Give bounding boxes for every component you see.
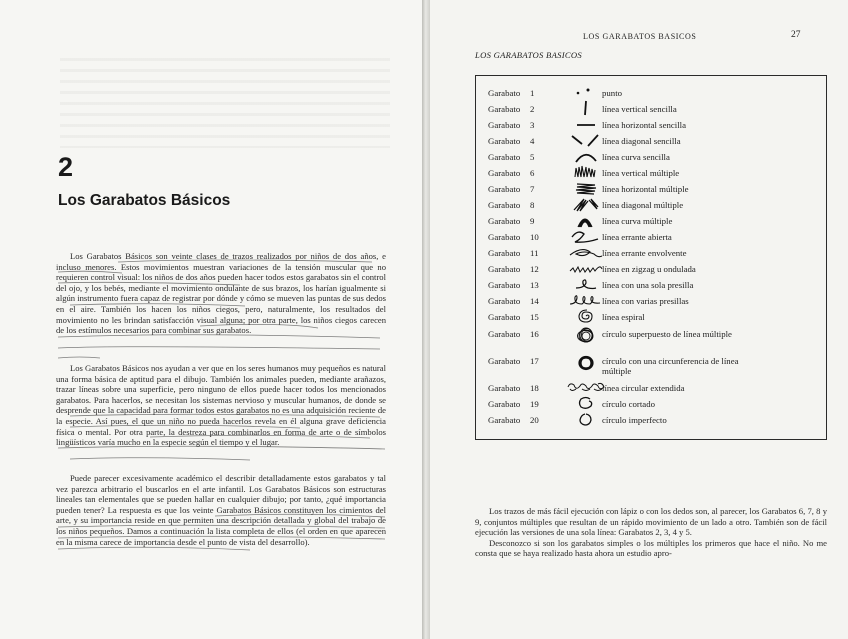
row-description: círculo cortado bbox=[602, 399, 656, 409]
bottom-text-block bbox=[475, 506, 827, 559]
scribbles-table bbox=[475, 75, 827, 440]
left-page bbox=[0, 0, 422, 639]
row-description: línea con varias presillas bbox=[602, 296, 689, 306]
pencil-mark bbox=[70, 425, 300, 428]
row-number: 18 bbox=[530, 383, 539, 393]
row-number: 19 bbox=[530, 399, 539, 409]
row-description: línea diagonal sencilla bbox=[602, 136, 681, 146]
row-label: Garabato bbox=[488, 356, 521, 366]
row-number: 1 bbox=[530, 88, 535, 98]
pencil-mark bbox=[58, 347, 380, 349]
row-number: 11 bbox=[530, 248, 539, 258]
pencil-mark bbox=[150, 435, 370, 438]
row-label: Garabato bbox=[488, 296, 521, 306]
row-description: línea diagonal múltiple bbox=[602, 200, 684, 210]
pencil-mark bbox=[58, 282, 240, 285]
pencil-mark bbox=[58, 335, 380, 338]
pencil-mark bbox=[58, 446, 385, 449]
row-label: Garabato bbox=[488, 312, 521, 322]
pencil-mark bbox=[215, 514, 385, 517]
row-number: 4 bbox=[530, 136, 535, 146]
row-description: línea curva sencilla bbox=[602, 152, 670, 162]
chapter-title: Los Garabatos Básicos bbox=[58, 192, 231, 209]
pencil-mark bbox=[58, 271, 122, 273]
row-label: Garabato bbox=[488, 120, 521, 130]
row-description: línea errante abierta bbox=[602, 232, 672, 242]
row-label: Garabato bbox=[488, 264, 521, 274]
row-number: 3 bbox=[530, 120, 535, 130]
row-description: línea vertical sencilla bbox=[602, 104, 677, 114]
row-number: 2 bbox=[530, 104, 535, 114]
row-number: 12 bbox=[530, 264, 539, 274]
row-number: 8 bbox=[530, 200, 535, 210]
row-label: Garabato bbox=[488, 415, 521, 425]
paragraph-text: Los Garabatos Básicos nos ayudan a ver que en los seres humanos muy pequeños es natural una forma básica de aptitud para el dibujo. También los animales pueden, mediante arañazos, trazar líneas sobre una superficie, pero ninguno de ellos puede hacer todos los mencionados garabatos. Para hacerlos, se necesitan los sistemas nervioso y muscular humanos, de donde se desprende que la capacidad para formar todos estos garabatos no es una adquisición reciente de la especie. Así pues, el que un niño no pueda hacerlos revela en él alguna grave deficiencia física o mental. Por otra parte, la destreza para combinarlos en forma de arte o de símbolos lingüísticos varía mucho en la especie según el tiempo y el lugar. bbox=[56, 363, 386, 448]
book-gutter bbox=[422, 0, 430, 639]
row-label: Garabato bbox=[488, 383, 521, 393]
row-description: línea horizontal sencilla bbox=[602, 120, 687, 130]
row-label: Garabato bbox=[488, 200, 521, 210]
row-label: Garabato bbox=[488, 152, 521, 162]
row-label: Garabato bbox=[488, 248, 521, 258]
row-description: línea vertical múltiple bbox=[602, 168, 680, 178]
row-number: 15 bbox=[530, 312, 539, 322]
row-description: línea con una sola presilla bbox=[602, 280, 694, 290]
row-label: Garabato bbox=[488, 232, 521, 242]
row-label: Garabato bbox=[488, 399, 521, 409]
paragraph-text: Los Garabatos Básicos son veinte clases de trazos realizados por niños de dos años, e incluso menores. Estos movimientos muestran variaciones de la tensión muscular que no requieren control visual: los niños de dos años pueden hacer todos estos garabatos sin el control del ojo, y los bebés, mediante el movimiento ondulante de sus brazos, los harían igualmente si algún instrumento fuera capaz de registrar por dónde y cómo se mueven las puntas de sus dedos en el aire. También los hacen los niños ciegos, pero, naturalmente, los resultados del movimiento no les brindan satisfacción visual alguna; por otra parte, los niños ciegos carecen de los estímulos necesarios para combinar sus garabatos. bbox=[56, 251, 386, 336]
row-number: 5 bbox=[530, 152, 535, 162]
row-description: círculo imperfecto bbox=[602, 415, 667, 425]
pencil-mark bbox=[70, 414, 380, 417]
row-description: línea espiral bbox=[602, 312, 645, 322]
row-number: 16 bbox=[530, 329, 539, 339]
row-label: Garabato bbox=[488, 88, 521, 98]
pencil-mark bbox=[70, 458, 250, 460]
row-label: Garabato bbox=[488, 136, 521, 146]
row-description: línea errante envolvente bbox=[602, 248, 687, 258]
row-number: 17 bbox=[530, 356, 539, 366]
row-number: 10 bbox=[530, 232, 539, 242]
chapter-number: 2 bbox=[58, 152, 74, 182]
row-label: Garabato bbox=[488, 104, 521, 114]
row-number: 20 bbox=[530, 415, 539, 425]
section-label: LOS GARABATOS BASICOS bbox=[475, 50, 583, 60]
row-description: línea circular extendida bbox=[602, 383, 685, 393]
right-page bbox=[430, 0, 848, 639]
row-number: 9 bbox=[530, 216, 535, 226]
row-label: Garabato bbox=[488, 184, 521, 194]
page-number: 27 bbox=[791, 30, 801, 40]
row-number: 7 bbox=[530, 184, 535, 194]
paragraph-text: Los trazos de más fácil ejecución con lápiz o con los dedos son, al parecer, los Garabatos 6, 7, 8 y 9, conjuntos múltiples que resultan de un rápido movimiento de un lado a otro. También son de fácil ejecución las versiones de una sola línea: Garabatos 2, 3, 4 y 5. bbox=[475, 506, 827, 538]
row-description: círculo con una circunferencia de línea múltiple bbox=[602, 356, 739, 376]
pencil-mark bbox=[58, 357, 100, 358]
pencil-mark bbox=[70, 304, 245, 306]
row-description: punto bbox=[602, 88, 623, 98]
paragraph-text: Puede parecer excesivamente académico el describir detalladamente estos garabatos y tal vez parezca arbitrario el buscarlos en el arte infantil. Los Garabatos Básicos son estructuras lineales tan elementales que se pueden hallar en cualquier dibujo; por tanto, ¿qué importancia pueden tener? La respuesta es que los veinte Garabatos Básicos constituyen los cimientos del arte, y su importancia reside en que permiten una descripción detallada y global del trabajo de los niños pequeños. Damos a continuación la lista completa de ellos (el orden en que aparecen en la misma carece de importancia desde el punto de vista del desarrollo). bbox=[56, 473, 386, 547]
row-label: Garabato bbox=[488, 280, 521, 290]
pencil-mark bbox=[200, 324, 318, 328]
row-label: Garabato bbox=[488, 329, 521, 339]
row-description: línea en zigzag u ondulada bbox=[602, 264, 696, 274]
row-description: círculo superpuesto de línea múltiple bbox=[602, 329, 732, 339]
pencil-mark bbox=[58, 547, 250, 550]
row-number: 13 bbox=[530, 280, 539, 290]
running-header: LOS GARABATOS BASICOS bbox=[583, 32, 697, 41]
row-label: Garabato bbox=[488, 168, 521, 178]
paragraph-text: Desconozco si son los garabatos simples o los múltiples los primeros que hace el niño. No me consta que se haya realizado hasta ahora un estudio apro- bbox=[475, 537, 827, 559]
row-description: línea curva múltiple bbox=[602, 216, 673, 226]
pencil-mark bbox=[118, 260, 372, 262]
row-description: línea horizontal múltiple bbox=[602, 184, 689, 194]
row-label: Garabato bbox=[488, 216, 521, 226]
pencil-mark bbox=[58, 536, 385, 539]
row-number: 6 bbox=[530, 168, 535, 178]
pencil-mark bbox=[58, 525, 385, 528]
pencil-underlines bbox=[0, 0, 422, 639]
row-number: 14 bbox=[530, 296, 539, 306]
